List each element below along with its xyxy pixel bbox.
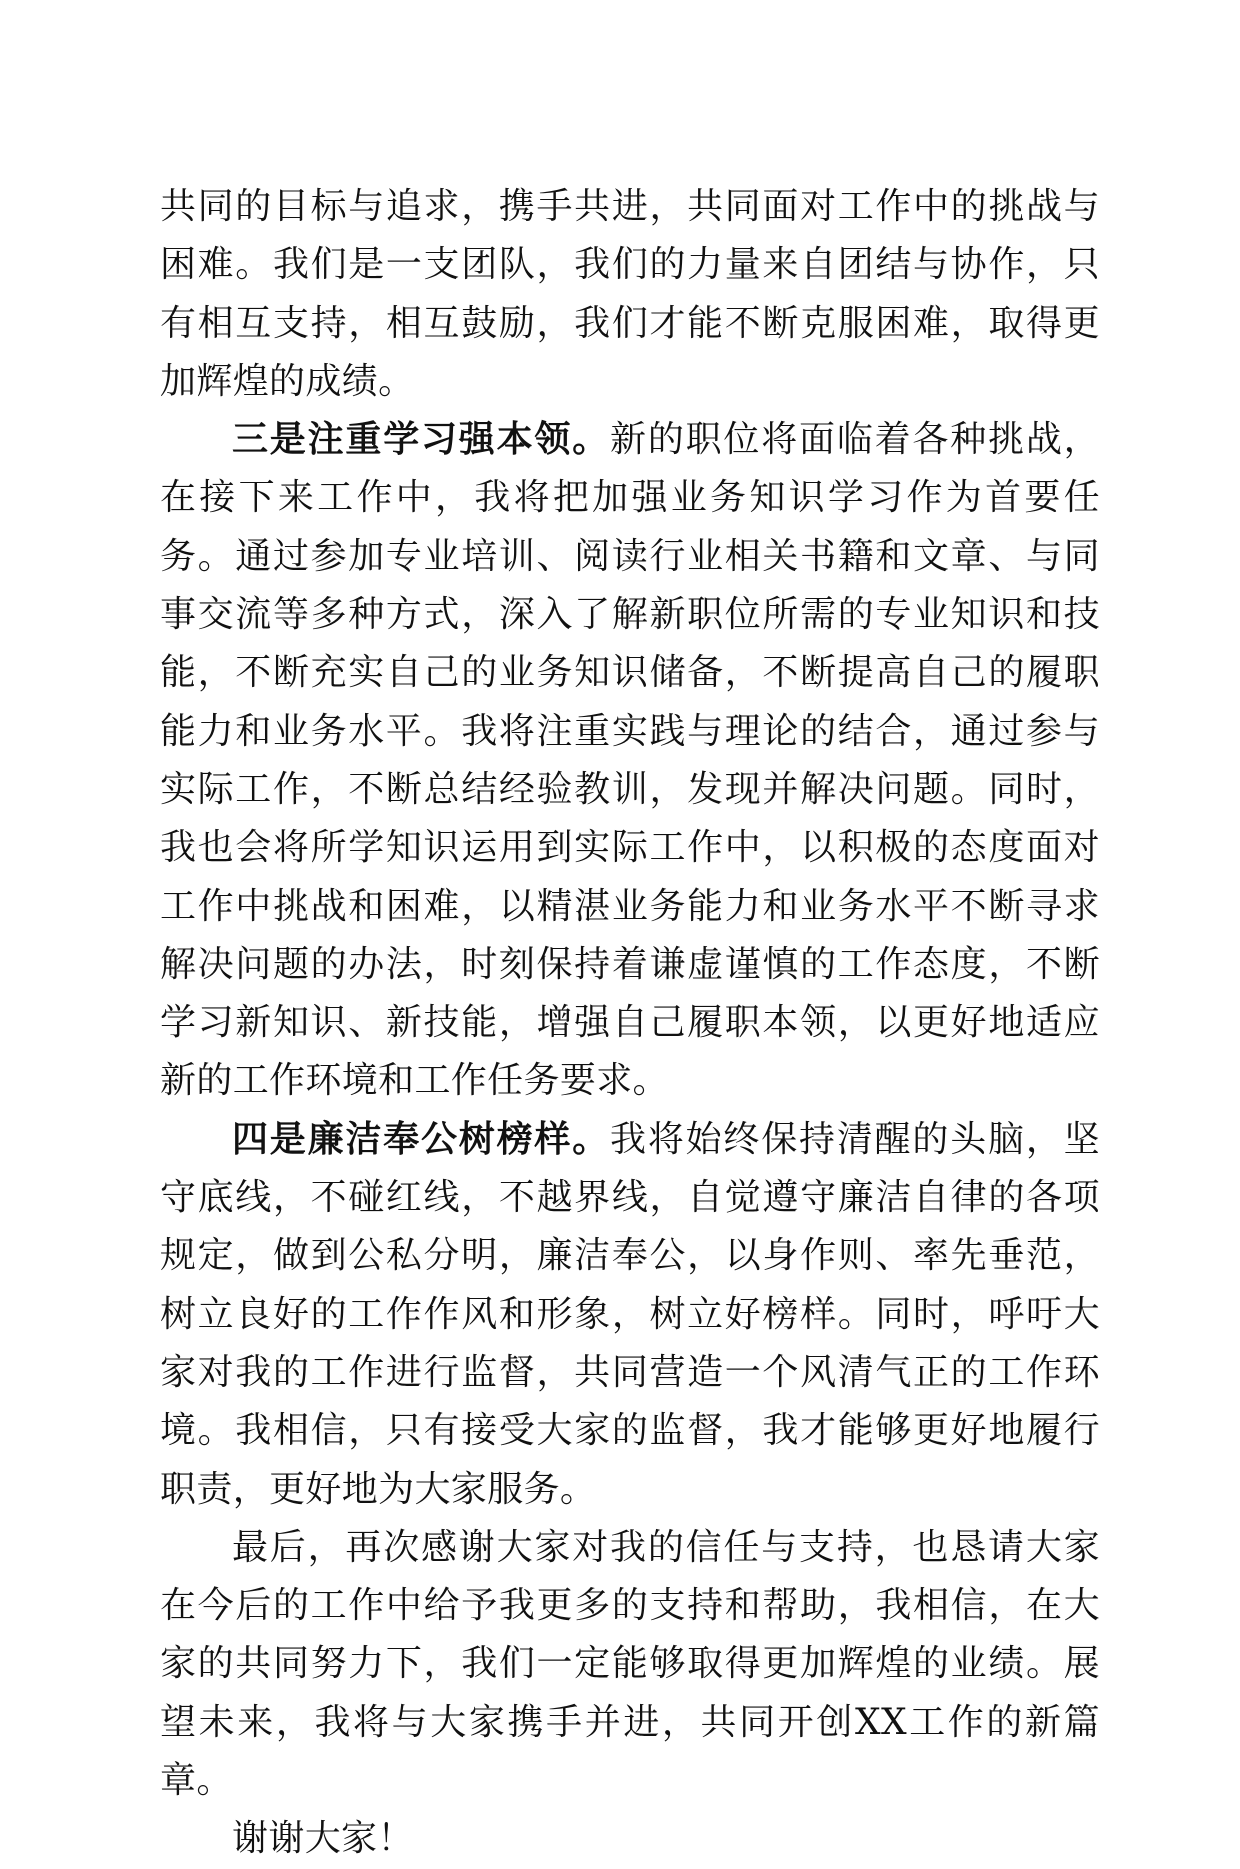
paragraph-text: 最后，再次感谢大家对我的信任与支持，也恳请大家在今后的工作中给予我更多的支持和帮助，我相信，在大家的共同努力下，我们一定能够取得更加辉煌的业绩。展望未来，我将与大家携手并进，共同开创XX工作的新篇章。 <box>160 1526 1100 1802</box>
paragraph-study <box>160 411 1100 1111</box>
paragraph-text: 谢谢大家！ <box>232 1818 414 1860</box>
paragraph-closing <box>160 1519 1100 1810</box>
document-body <box>160 178 1100 1869</box>
paragraph-text: 我将始终保持清醒的头脑，坚守底线，不碰红线，不越界线，自觉遵守廉洁自律的各项规定，做到公私分明，廉洁奉公，以身作则、率先垂范，树立良好的工作作风和形象，树立好榜样。同时，呼吁大家对我的工作进行监督，共同营造一个风清气正的工作环境。我相信，只有接受大家的监督，我才能够更好地履行职责，更好地为大家服务。 <box>160 1118 1100 1510</box>
paragraph-integrity <box>160 1111 1100 1519</box>
paragraph-text: 新的职位将面临着各种挑战，在接下来工作中，我将把加强业务知识学习作为首要任务。通过参加专业培训、阅读行业相关书籍和文章、与同事交流等多种方式，深入了解新职位所需的专业知识和技能，不断充实自己的业务知识储备，不断提高自己的履职能力和业务水平。我将注重实践与理论的结合，通过参与实际工作，不断总结经验教训，发现并解决问题。同时，我也会将所学知识运用到实际工作中，以积极的态度面对工作中挑战和困难，以精湛业务能力和业务水平不断寻求解决问题的办法，时刻保持着谦虚谨慎的工作态度，不断学习新知识、新技能，增强自己履职本领，以更好地适应新的工作环境和工作任务要求。 <box>160 419 1100 1102</box>
paragraph-heading: 四是廉洁奉公树榜样。 <box>232 1118 611 1160</box>
paragraph-text: 共同的目标与追求，携手共进，共同面对工作中的挑战与困难。我们是一支团队，我们的力量来自团结与协作，只有相互支持，相互鼓励，我们才能不断克服困难，取得更加辉煌的成绩。 <box>160 186 1100 402</box>
paragraph-heading: 三是注重学习强本领。 <box>232 419 611 461</box>
paragraph-continuation <box>160 178 1100 411</box>
paragraph-thanks <box>160 1810 1100 1868</box>
